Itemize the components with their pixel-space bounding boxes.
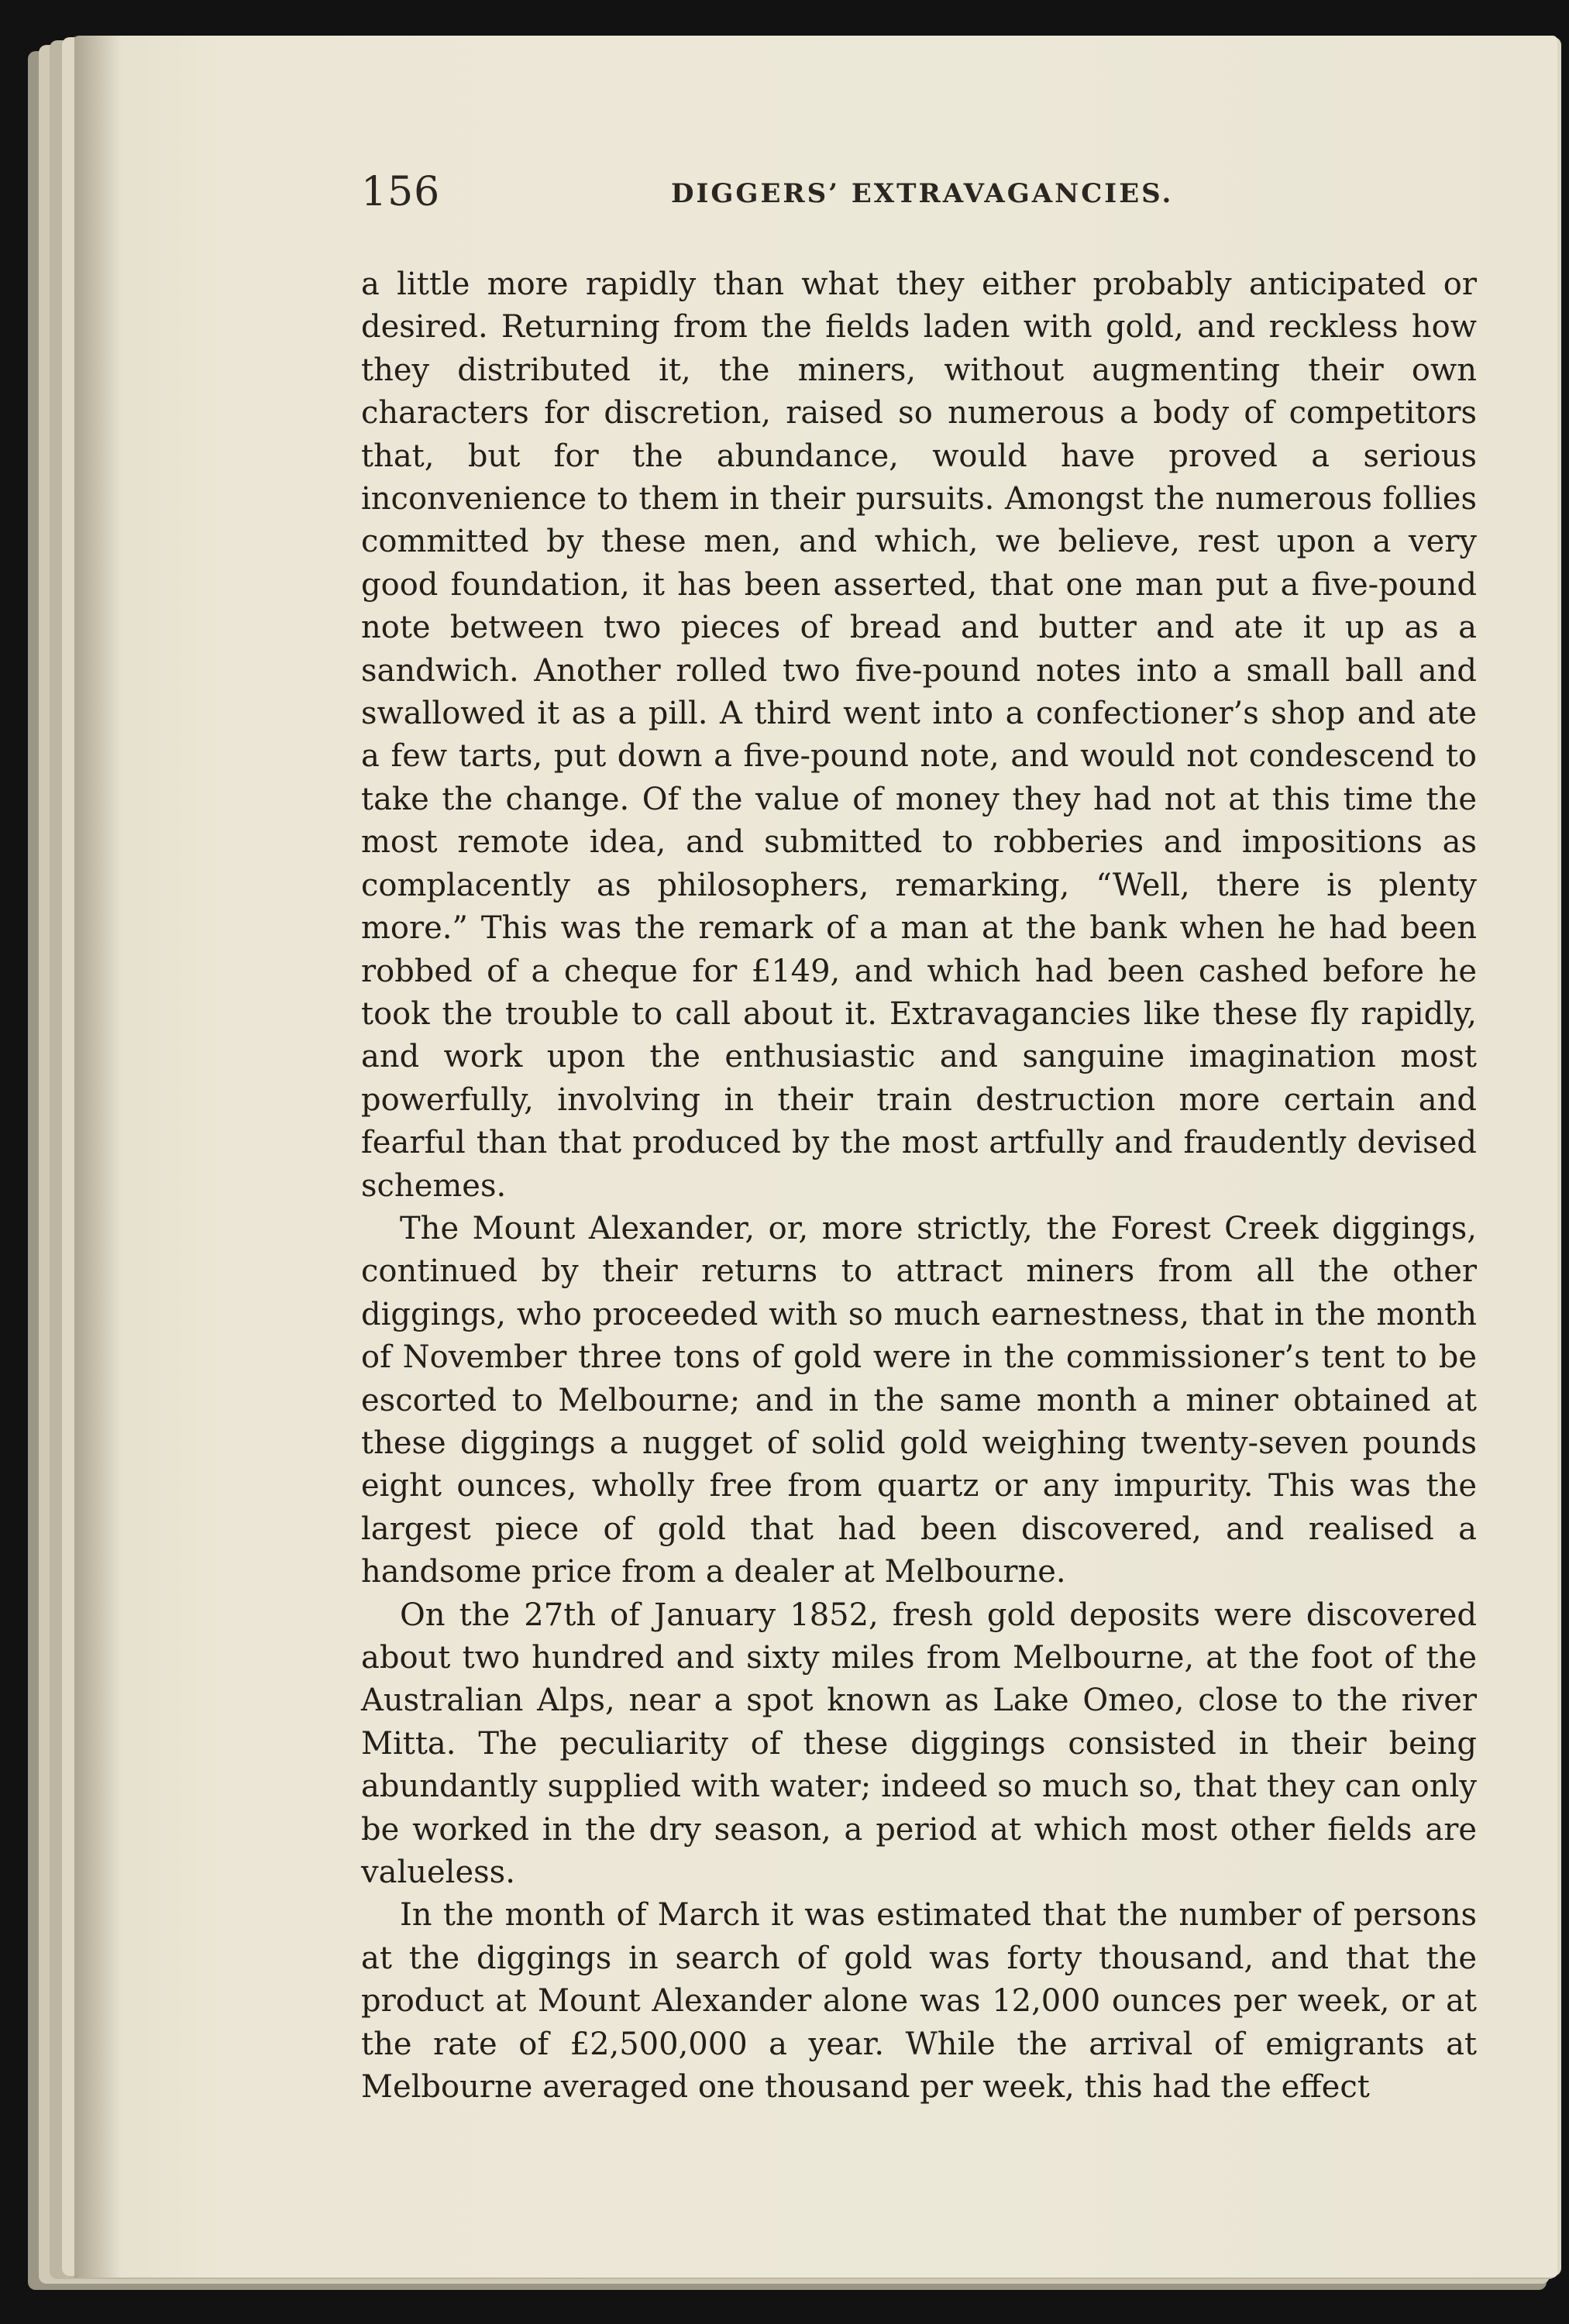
paragraph: On the 27th of January 1852, fresh gold deposits were discovered about two hundred and sixty miles from Melbourne, at the foot of the Australian Alps, near a spot known as Lake Omeo, close to the river Mitta. The peculiarity of these diggings consisted in their being abundantly supplied with water; indeed so much so, that they can only be worked in the dry season, a period at which most other fields are valueless. (361, 1597, 1477, 1891)
paragraph: In the month of March it was estimated that the number of persons at the diggings in search of gold was forty thousand, and that the product at Mount Alexander alone was 12,000 ounces per week, or at the rate of £2,500,000 a year. While the arrival of emigrants at Melbourne averaged one thousand per week, this had the effect (361, 1897, 1477, 2106)
paragraph: a little more rapidly than what they either probably anticipated or desired. Returning from the fields laden with gold, and reckless how they distributed it, the miners, without augmenting their own characters for discretion, raised so numerous a body of competitors that, but for the abundance, would have proved a serious inconvenience to them in their pursuits. Amongst the numerous follies committed by these men, and which, we believe, rest upon a very good foundation, it has been asserted, that one man put a five-pound note between two pieces of bread and butter and ate it up as a sandwich. Another rolled two five-pound notes into a small ball and swallowed it as a pill. A third went into a confectioner’s shop and ate a few tarts, put down a five-pound note, and would not condescend to take the change. Of the value of money they had not at this time the most remote idea, and submitted to robberies and impositions as complacently as philosophers, remarking, “Well, there is plenty more.” This was the remark of a man at the bank when he had been robbed of a cheque for £149, and which had been cashed before he took the trouble to call about it. Extravagancies like these fly rapidly, and work upon the enthusiastic and sanguine imagination most powerfully, involving in their train destruction more certain and fearful than that produced by the most artfully and fraudently devised schemes. (361, 266, 1477, 1204)
binding-shadow (74, 36, 121, 2278)
body-text (361, 263, 1477, 2109)
page-number: 156 (361, 169, 441, 215)
paragraph: The Mount Alexander, or, more strictly, the Forest Creek diggings, continued by their returns to attract miners from all the other diggings, who proceeded with so much earnestness, that in the month of November three tons of gold were in the commissioner’s tent to be escorted to Melbourne; and in the same month a miner obtained at these diggings a nugget of solid gold weighing twenty-seven pounds eight ounces, wholly free from quartz or any impurity. This was the largest piece of gold that had been discovered, and realised a handsome price from a dealer at Melbourne. (361, 1210, 1477, 1590)
running-title: DIGGERS’ EXTRAVAGANCIES. (671, 178, 1174, 209)
running-head (361, 169, 1477, 231)
